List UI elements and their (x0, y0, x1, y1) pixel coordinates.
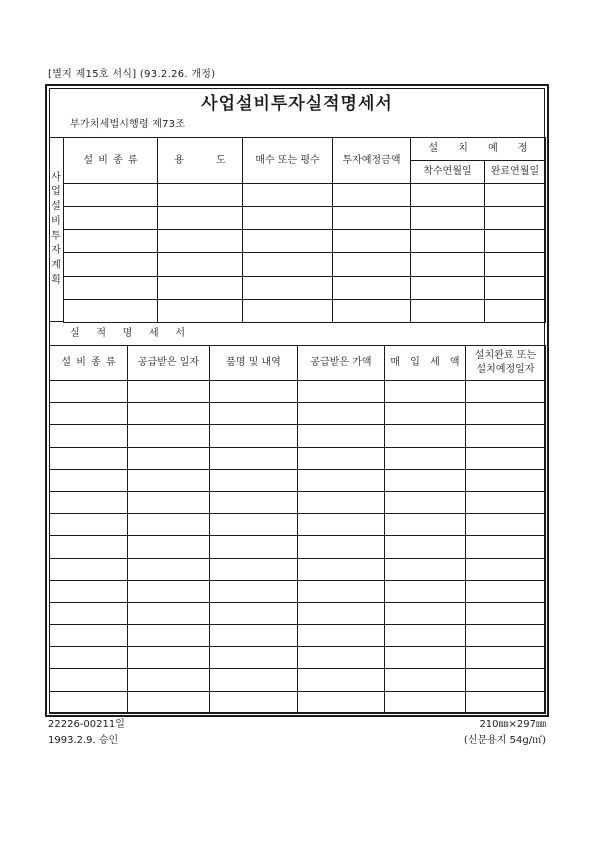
result-header-item-details: 품명 및 내역 (210, 346, 298, 381)
result-cell (466, 536, 546, 558)
result-cell (466, 514, 546, 536)
result-cell (210, 625, 298, 647)
plan-cell (158, 184, 243, 207)
result-cell (128, 691, 210, 713)
result-cell (128, 491, 210, 513)
plan-table (63, 137, 546, 323)
result-cell (50, 602, 128, 624)
plan-cell (158, 253, 243, 276)
plan-cell (158, 299, 243, 322)
result-cell (128, 669, 210, 691)
result-cell (385, 381, 466, 403)
result-cell (298, 469, 385, 491)
plan-cell (333, 207, 411, 230)
result-cell (210, 691, 298, 713)
result-section-label: 실 적 명 세 서 (70, 328, 186, 339)
plan-row (64, 230, 546, 253)
result-cell (50, 647, 128, 669)
result-cell (210, 669, 298, 691)
result-cell (210, 602, 298, 624)
result-row (50, 647, 546, 669)
result-cell (298, 647, 385, 669)
plan-header-row (64, 138, 546, 161)
plan-header-purpose: 용 도 (158, 138, 243, 184)
result-cell (50, 491, 128, 513)
result-cell (298, 403, 385, 425)
result-cell (385, 514, 466, 536)
result-cell (128, 425, 210, 447)
result-cell (298, 580, 385, 602)
plan-cell (158, 207, 243, 230)
plan-row (64, 276, 546, 299)
plan-cell (485, 207, 546, 230)
plan-cell (64, 276, 158, 299)
result-cell (466, 425, 546, 447)
page-title: 사업설비투자실적명세서 (201, 94, 393, 114)
result-cell (50, 514, 128, 536)
legal-basis: 부가치세법시행령 제73조 (70, 119, 186, 130)
plan-cell (64, 230, 158, 253)
result-row (50, 514, 546, 536)
result-cell (298, 536, 385, 558)
plan-header-installation-schedule: 설 치 예 정 (411, 138, 546, 161)
result-cell (385, 580, 466, 602)
plan-cell (411, 299, 485, 322)
result-cell (210, 425, 298, 447)
plan-header-planned-amount: 투자예정금액 (333, 138, 411, 184)
result-row (50, 536, 546, 558)
result-cell (466, 403, 546, 425)
result-table (49, 345, 546, 714)
plan-cell (64, 207, 158, 230)
result-cell (385, 691, 466, 713)
result-cell (50, 536, 128, 558)
result-cell (210, 647, 298, 669)
result-row (50, 491, 546, 513)
result-cell (466, 625, 546, 647)
result-cell (385, 469, 466, 491)
result-cell (128, 625, 210, 647)
result-cell (298, 558, 385, 580)
plan-cell (243, 299, 333, 322)
result-cell (50, 403, 128, 425)
plan-cell (333, 299, 411, 322)
result-row (50, 558, 546, 580)
result-cell (466, 447, 546, 469)
plan-row (64, 299, 546, 322)
result-row (50, 580, 546, 602)
result-cell (298, 669, 385, 691)
result-cell (466, 669, 546, 691)
result-cell (298, 425, 385, 447)
result-cell (128, 381, 210, 403)
plan-cell (64, 184, 158, 207)
result-cell (128, 447, 210, 469)
plan-section-label-cell (49, 137, 63, 322)
result-cell (466, 491, 546, 513)
plan-row (64, 184, 546, 207)
result-cell (298, 447, 385, 469)
result-row (50, 669, 546, 691)
plan-cell (158, 230, 243, 253)
result-cell (50, 381, 128, 403)
plan-cell (333, 184, 411, 207)
result-cell (466, 381, 546, 403)
result-cell (50, 558, 128, 580)
plan-row (64, 253, 546, 276)
result-cell (210, 580, 298, 602)
result-cell (50, 691, 128, 713)
result-cell (298, 625, 385, 647)
result-cell (466, 580, 546, 602)
footer-approval-date: 1993.2.9. 승인 (48, 735, 119, 746)
result-cell (210, 381, 298, 403)
result-header-equipment-type: 설 비 종 류 (50, 346, 128, 381)
plan-cell (243, 184, 333, 207)
plan-cell (411, 230, 485, 253)
result-cell (385, 536, 466, 558)
plan-cell (243, 276, 333, 299)
result-row (50, 447, 546, 469)
result-cell (50, 580, 128, 602)
plan-cell (243, 253, 333, 276)
footer-paper-size: 210㎜×297㎜ (479, 719, 546, 730)
footer-paper-spec: (신문용지 54g/㎡) (463, 735, 546, 746)
result-cell (385, 669, 466, 691)
result-cell (298, 491, 385, 513)
plan-cell (243, 230, 333, 253)
result-header-installation-date: 설치완료 또는 설치예정일자 (466, 346, 546, 381)
result-cell (128, 514, 210, 536)
result-row (50, 425, 546, 447)
footer-form-number: 22226-00211일 (48, 719, 125, 730)
result-cell (298, 691, 385, 713)
result-header-row (50, 346, 546, 381)
plan-header-equipment-type: 설 비 종 류 (64, 138, 158, 184)
plan-cell (485, 299, 546, 322)
result-cell (385, 447, 466, 469)
result-cell (385, 491, 466, 513)
plan-header-completion-date: 완료연월일 (485, 161, 546, 184)
result-cell (210, 447, 298, 469)
plan-section-label: 사업설비투자계획 (51, 171, 61, 286)
plan-cell (333, 276, 411, 299)
result-cell (298, 602, 385, 624)
plan-cell (485, 253, 546, 276)
result-row (50, 602, 546, 624)
result-cell (128, 469, 210, 491)
result-row (50, 625, 546, 647)
plan-cell (333, 253, 411, 276)
result-cell (385, 647, 466, 669)
result-cell (210, 403, 298, 425)
form-reference: [별지 제15호 서식] (93.2.26. 개정) (48, 69, 216, 80)
result-cell (298, 381, 385, 403)
plan-cell (333, 230, 411, 253)
result-cell (128, 580, 210, 602)
result-cell (50, 469, 128, 491)
result-cell (466, 691, 546, 713)
result-cell (210, 536, 298, 558)
plan-header-start-date: 착수연월일 (411, 161, 485, 184)
plan-cell (411, 184, 485, 207)
plan-cell (411, 207, 485, 230)
result-header-supply-date: 공급받은 일자 (128, 346, 210, 381)
plan-cell (485, 184, 546, 207)
plan-cell (485, 276, 546, 299)
result-header-supply-value: 공급받은 가액 (298, 346, 385, 381)
result-cell (128, 536, 210, 558)
plan-cell (243, 207, 333, 230)
result-cell (385, 625, 466, 647)
result-cell (385, 558, 466, 580)
result-row (50, 381, 546, 403)
result-cell (50, 425, 128, 447)
result-row (50, 691, 546, 713)
result-cell (50, 669, 128, 691)
plan-cell (64, 299, 158, 322)
result-cell (50, 625, 128, 647)
result-cell (210, 514, 298, 536)
result-cell (128, 403, 210, 425)
result-cell (466, 469, 546, 491)
plan-cell (158, 276, 243, 299)
result-cell (298, 514, 385, 536)
result-row (50, 403, 546, 425)
result-cell (385, 602, 466, 624)
result-cell (210, 469, 298, 491)
result-cell (466, 647, 546, 669)
result-cell (128, 647, 210, 669)
result-cell (210, 558, 298, 580)
result-cell (385, 425, 466, 447)
plan-row (64, 207, 546, 230)
result-row (50, 469, 546, 491)
result-cell (50, 447, 128, 469)
plan-cell (485, 230, 546, 253)
result-cell (128, 558, 210, 580)
result-cell (466, 558, 546, 580)
plan-cell (411, 253, 485, 276)
result-cell (128, 602, 210, 624)
plan-cell (411, 276, 485, 299)
plan-header-count-or-area: 매수 또는 평수 (243, 138, 333, 184)
plan-cell (64, 253, 158, 276)
result-cell (385, 403, 466, 425)
result-cell (466, 602, 546, 624)
result-header-input-tax: 매 입 세 액 (385, 346, 466, 381)
result-cell (210, 491, 298, 513)
